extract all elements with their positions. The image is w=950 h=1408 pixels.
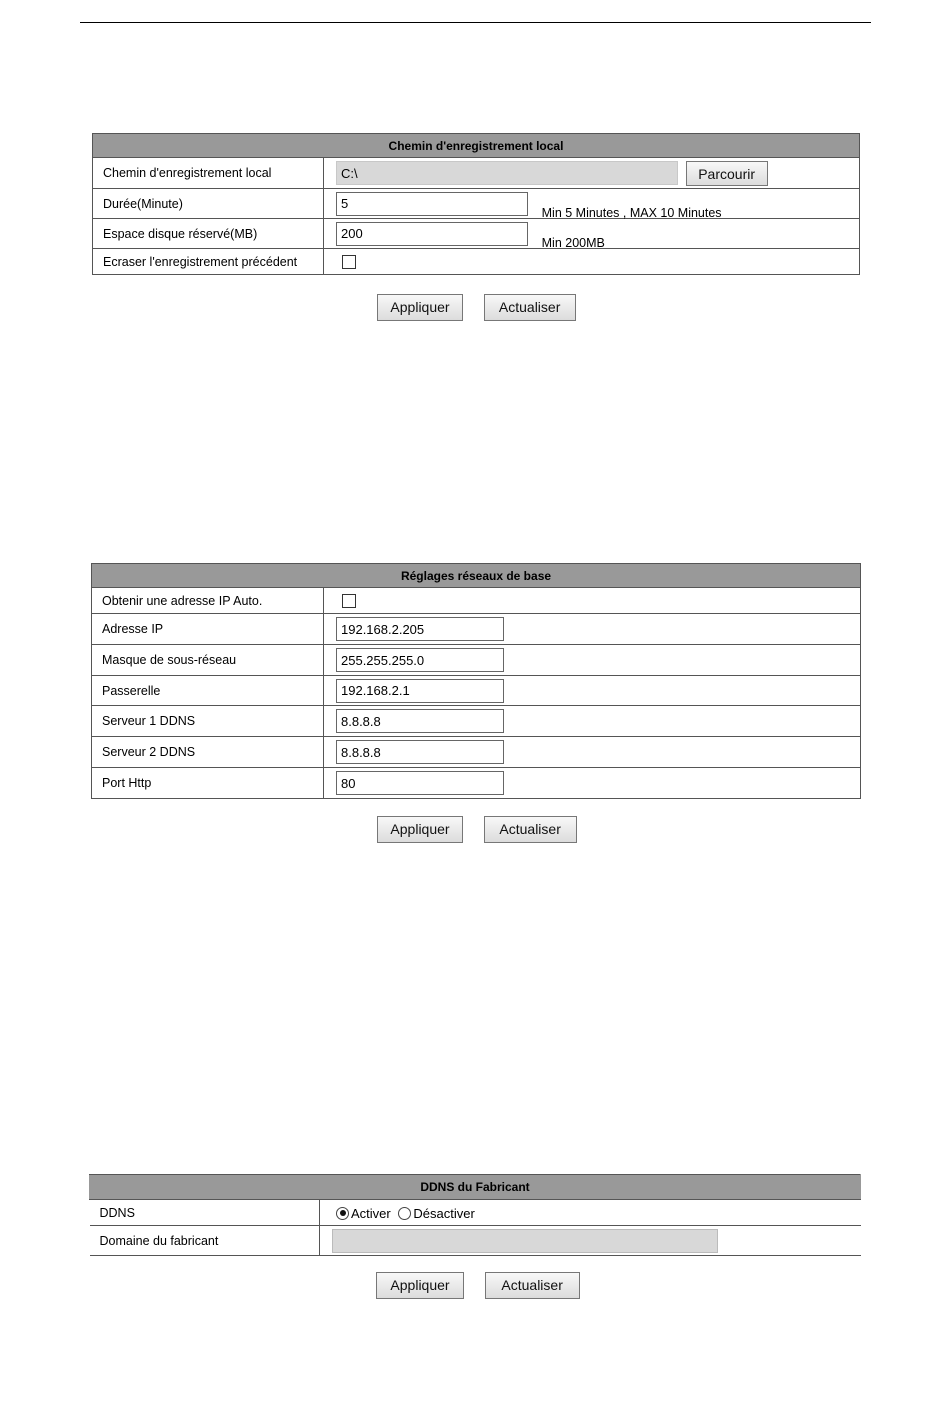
network-header: Réglages réseaux de base (92, 564, 861, 588)
dns2-label: Serveur 2 DDNS (92, 737, 324, 768)
browse-button[interactable]: Parcourir (686, 161, 768, 186)
duration-input[interactable] (336, 192, 528, 216)
ddns-actions (376, 1272, 580, 1299)
auto-ip-label: Obtenir une adresse IP Auto. (92, 588, 324, 614)
ddns-disable-radio[interactable] (398, 1207, 411, 1220)
duration-label: Durée(Minute) (93, 189, 324, 219)
auto-ip-checkbox[interactable] (342, 594, 356, 608)
gateway-input[interactable] (336, 679, 504, 703)
page-top-rule (80, 22, 871, 23)
reserved-disk-input[interactable] (336, 222, 528, 246)
duration-hint: Min 5 Minutes , MAX 10 Minutes (541, 205, 722, 220)
ddns-panel (89, 1174, 861, 1256)
local-record-actions (377, 294, 576, 321)
manufacturer-domain-input[interactable] (332, 1229, 718, 1253)
record-path-label: Chemin d'enregistrement local (93, 158, 324, 189)
ip-address-input[interactable] (336, 617, 504, 641)
overwrite-checkbox[interactable] (342, 255, 356, 269)
ddns-enable-label: Activer (351, 1205, 391, 1221)
reserved-disk-label: Espace disque réservé(MB) (93, 219, 324, 249)
record-path-input[interactable] (336, 161, 678, 185)
subnet-mask-input[interactable] (336, 648, 504, 672)
local-record-panel (92, 133, 860, 275)
apply-button[interactable]: Appliquer (377, 816, 463, 843)
dns1-label: Serveur 1 DDNS (92, 706, 324, 737)
ddns-disable-label: Désactiver (413, 1205, 475, 1221)
ddns-label: DDNS (90, 1200, 320, 1226)
overwrite-label: Ecraser l'enregistrement précédent (93, 249, 324, 275)
local-record-header: Chemin d'enregistrement local (93, 134, 860, 158)
refresh-button[interactable]: Actualiser (484, 816, 577, 843)
http-port-label: Port Http (92, 768, 324, 799)
subnet-mask-label: Masque de sous-réseau (92, 645, 324, 676)
apply-button[interactable]: Appliquer (376, 1272, 464, 1299)
network-actions (377, 816, 577, 843)
dns2-input[interactable] (336, 740, 504, 764)
refresh-button[interactable]: Actualiser (484, 294, 576, 321)
apply-button[interactable]: Appliquer (377, 294, 463, 321)
manufacturer-domain-label: Domaine du fabricant (90, 1226, 320, 1256)
network-panel (91, 563, 861, 799)
http-port-input[interactable] (336, 771, 504, 795)
reserved-disk-hint: Min 200MB (541, 235, 605, 250)
ddns-header: DDNS du Fabricant (90, 1175, 861, 1200)
ddns-enable-radio[interactable] (336, 1207, 349, 1220)
ip-address-label: Adresse IP (92, 614, 324, 645)
refresh-button[interactable]: Actualiser (485, 1272, 580, 1299)
dns1-input[interactable] (336, 709, 504, 733)
gateway-label: Passerelle (92, 676, 324, 706)
